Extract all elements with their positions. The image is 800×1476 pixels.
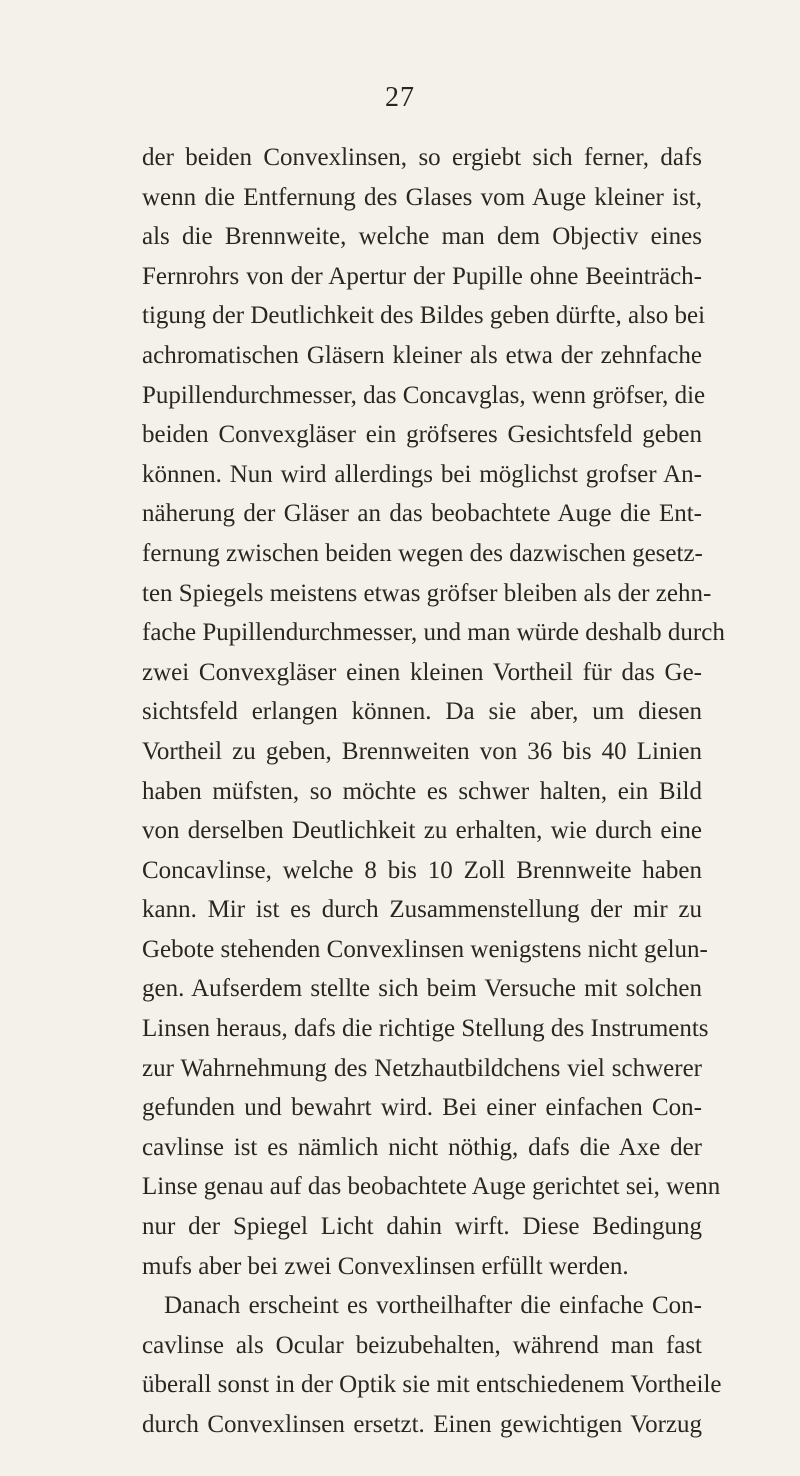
text-line: Gebote stehenden Convexlinsen wenigstens nicht gelun- (142, 935, 708, 963)
text-line: Danach erscheint es vortheilhafter die einfache Con- (164, 1292, 702, 1320)
text-line: nur der Spiegel Licht dahin wirft. Diese Bedingung (142, 1213, 702, 1241)
text-line: überall sonst in der Optik sie mit entschiedenem Vortheile (142, 1371, 722, 1399)
text-line: zwei Convexgläser einen kleinen Vortheil für das Ge- (142, 658, 702, 686)
text-line: als die Brennweite, welche man dem Objectiv eines (142, 223, 702, 251)
text-line: kann. Mir ist es durch Zusammenstellung der mir zu (142, 896, 702, 924)
page-number: 27 (385, 82, 415, 113)
text-line: zur Wahrnehmung des Netzhautbildchens viel schwerer (142, 1054, 702, 1082)
text-line: achromatischen Gläsern kleiner als etwa der zehnfache (142, 341, 702, 369)
text-line: haben müfsten, so möchte es schwer halten, ein Bild (142, 777, 702, 805)
text-line: ten Spiegels meistens etwas gröfser bleiben als der zehn- (142, 579, 712, 607)
text-line: der beiden Convexlinsen, so ergiebt sich ferner, dafs (142, 144, 702, 171)
text-line: von derselben Deutlichkeit zu erhalten, wie durch eine (142, 817, 702, 845)
text-line: sichtsfeld erlangen können. Da sie aber, um diesen (142, 698, 702, 726)
text-line: gen. Aufserdem stellte sich beim Versuche mit solchen (142, 975, 702, 1003)
text-line: fache Pupillendurchmesser, und man würde deshalb durch (142, 619, 725, 647)
text-line: cavlinse als Ocular beizubehalten, während man fast (142, 1331, 702, 1359)
text-line: cavlinse ist es nämlich nicht nöthig, dafs die Axe der (142, 1133, 702, 1161)
text-line: wenn die Entfernung des Glases vom Auge kleiner ist, (142, 183, 702, 211)
text-line: gefunden und bewahrt wird. Bei einer einfachen Con- (142, 1094, 702, 1122)
text-line: mufs aber bei zwei Convexlinsen erfüllt werden. (142, 1252, 629, 1280)
text-line: fernung zwischen beiden wegen des dazwischen gesetz- (142, 539, 703, 567)
text-line: Concavlinse, welche 8 bis 10 Zoll Brennweite haben (142, 856, 702, 884)
text-line: beiden Convexgläser ein gröfseres Gesichtsfeld geben (142, 421, 702, 449)
text-line: Vortheil zu geben, Brennweiten von 36 bis 40 Linien (142, 737, 702, 765)
text-line: Linse genau auf das beobachtete Auge gerichtet sei, wenn (142, 1173, 721, 1201)
text-line: Fernrohrs von der Apertur der Pupille ohne Beeinträch- (142, 262, 702, 290)
body-text (142, 138, 725, 1445)
text-line: tigung der Deutlichkeit des Bildes geben dürfte, also bei (142, 302, 706, 330)
text-line: Pupillendurchmesser, das Concavglas, wenn gröfser, die (142, 381, 706, 409)
text-line: durch Convexlinsen ersetzt. Einen gewichtigen Vorzug (142, 1411, 702, 1438)
text-line: näherung der Gläser an das beobachtete Auge die Ent- (142, 500, 702, 528)
text-line: Linsen heraus, dafs die richtige Stellung des Instruments (142, 1015, 709, 1043)
text-line: können. Nun wird allerdings bei möglichst grofser An- (142, 460, 702, 488)
